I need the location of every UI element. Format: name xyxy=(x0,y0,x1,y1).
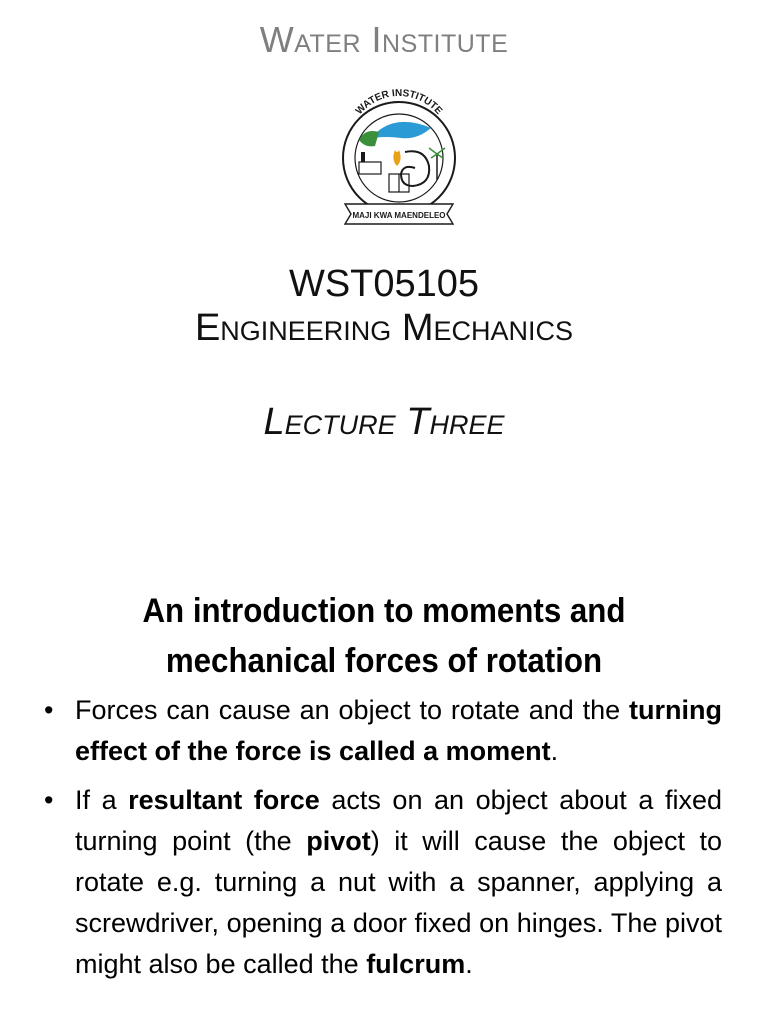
bullet-marker: • xyxy=(44,785,54,815)
bullet-list xyxy=(40,690,722,993)
bullet-text xyxy=(75,695,722,766)
bullet-text xyxy=(75,785,722,979)
bullet-item xyxy=(40,780,722,985)
bullet-run: ) it will cause the object to rotate e.g. turning a nut with a spanner, applying a screwdriver, opening a door fixed on hinges. The pivot might also be called the xyxy=(75,826,722,979)
bullet-emphasis: turning effect of the force is called a moment xyxy=(75,695,722,766)
bullet-marker: • xyxy=(44,695,54,725)
lecture-label: Lecture Three xyxy=(263,401,505,443)
water-institute-logo xyxy=(335,88,463,230)
institute-title: Water Institute xyxy=(259,19,509,60)
bullet-run: acts on an object about a fixed turning point (the xyxy=(75,785,722,856)
course-code: WST05105 xyxy=(288,263,480,305)
logo-ribbon-text: MAJI KWA MAENDELEO xyxy=(352,211,446,220)
course-name: Engineering Mechanics xyxy=(194,307,574,349)
logo-arc-text: WATER INSTITUTE xyxy=(353,88,445,117)
bullet-run: If a xyxy=(75,785,129,815)
bullet-run: Forces can cause an object to rotate and the xyxy=(75,695,630,725)
bullet-run: . xyxy=(550,736,559,766)
bullet-emphasis: fulcrum xyxy=(366,949,466,979)
bullet-item xyxy=(40,690,722,772)
bullet-emphasis: resultant force xyxy=(128,785,320,815)
bullet-run: . xyxy=(465,949,473,979)
bullet-emphasis: pivot xyxy=(306,826,371,856)
section-heading: An introduction to moments and mechanical forces of rotation xyxy=(142,592,626,680)
